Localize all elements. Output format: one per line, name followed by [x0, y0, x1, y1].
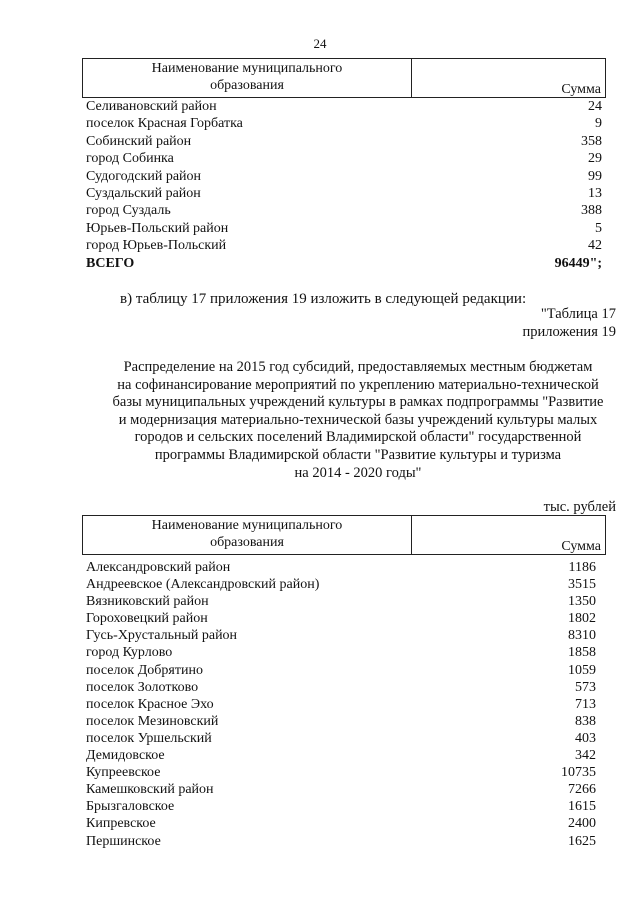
- municipality-name: Вязниковский район: [86, 594, 209, 610]
- instruction-text: в) таблицу 17 приложения 19 изложить в следующей редакции:: [120, 291, 527, 307]
- municipality-name: поселок Добрятино: [86, 662, 203, 678]
- amount-value: 713: [575, 696, 596, 712]
- column-divider: [411, 59, 412, 97]
- table-row: [82, 713, 606, 730]
- table-2-body: [82, 555, 606, 850]
- page-number: 24: [313, 36, 327, 51]
- table-2: [82, 515, 606, 850]
- amount-value: 342: [575, 748, 596, 764]
- municipality-name: Селивановский район: [86, 99, 217, 114]
- units-label: тыс. рублей: [543, 499, 616, 515]
- heading-line: базы муниципальных учреждений культуры в рамках подпрограммы "Развитие: [112, 394, 604, 411]
- table-row: [82, 610, 606, 627]
- header-sum: Сумма: [561, 539, 601, 554]
- table-row: [82, 730, 606, 747]
- table-1-header: [82, 58, 606, 98]
- total-value: 96449";: [554, 255, 602, 271]
- amount-value: 388: [581, 203, 602, 219]
- header-name-line-1: Наименование муниципального: [151, 518, 343, 533]
- table-row: [82, 168, 606, 185]
- amount-value: 358: [581, 133, 602, 149]
- header-name: [83, 60, 411, 94]
- amount-value: 24: [588, 99, 602, 114]
- header-sum: Сумма: [561, 82, 601, 97]
- amount-value: 13: [588, 185, 602, 201]
- amount-value: 1858: [568, 645, 596, 661]
- table-1-body: [82, 98, 606, 255]
- amount-value: 9: [595, 116, 602, 132]
- municipality-name: Судогодский район: [86, 168, 202, 184]
- table-row: [82, 150, 606, 167]
- table-reference-line-2: приложения 19: [522, 324, 616, 340]
- table-row: [82, 781, 606, 798]
- amount-value: 3515: [568, 577, 596, 593]
- municipality-name: Першинское: [86, 833, 161, 849]
- municipality-name: Собинский район: [86, 133, 192, 149]
- municipality-name: город Юрьев-Польский: [86, 238, 227, 254]
- municipality-name: Андреевское (Александровский район): [86, 577, 320, 593]
- column-divider: [411, 516, 412, 554]
- municipality-name: Демидовское: [86, 748, 165, 764]
- table-2-header: [82, 515, 606, 555]
- header-name: [83, 517, 411, 551]
- table-row: [82, 696, 606, 713]
- municipality-name: Брызгаловское: [86, 799, 175, 815]
- table-row: [82, 764, 606, 781]
- table-row: [82, 815, 606, 832]
- table-row: [82, 133, 606, 150]
- amount-value: 1625: [568, 833, 596, 849]
- amount-value: 99: [588, 168, 602, 184]
- table-row: [82, 185, 606, 202]
- table-row: [82, 220, 606, 237]
- table-row: [82, 662, 606, 679]
- table-row: [82, 798, 606, 815]
- table-reference-line-1: "Таблица 17: [540, 306, 616, 322]
- amount-value: 10735: [561, 765, 596, 781]
- table-row: [82, 747, 606, 764]
- amount-value: 1059: [568, 662, 596, 678]
- municipality-name: Купреевское: [86, 765, 161, 781]
- table-row: [82, 115, 606, 132]
- table-row: [82, 576, 606, 593]
- amount-value: 1350: [568, 594, 596, 610]
- amount-value: 2400: [568, 816, 596, 832]
- amount-value: 8310: [568, 628, 596, 644]
- amount-value: 1615: [568, 799, 596, 815]
- table-row: [82, 644, 606, 661]
- amount-value: 7266: [568, 782, 596, 798]
- amount-value: 838: [575, 713, 596, 729]
- municipality-name: Гусь-Хрустальный район: [86, 628, 238, 644]
- heading-line: на 2014 - 2020 годы": [294, 464, 422, 481]
- table-1: [82, 58, 606, 272]
- table-row: [82, 679, 606, 696]
- municipality-name: поселок Красная Горбатка: [86, 116, 243, 132]
- amount-value: 29: [588, 151, 602, 167]
- header-name-line-2: образования: [210, 78, 284, 93]
- municipality-name: поселок Мезиновский: [86, 713, 219, 729]
- amount-value: 1802: [568, 611, 596, 627]
- header-name-line-2: образования: [210, 535, 284, 550]
- municipality-name: Камешковский район: [86, 782, 214, 798]
- heading-line: и модернизация материально-технической базы учреждений культуры малых: [118, 411, 598, 428]
- municipality-name: Суздальский район: [86, 185, 201, 201]
- table-row: [82, 237, 606, 254]
- table-row: [82, 202, 606, 219]
- heading-line: на софинансирование мероприятий по укреплению материально-технической: [117, 376, 599, 393]
- municipality-name: город Курлово: [86, 645, 173, 661]
- table-row: [82, 627, 606, 644]
- municipality-name: поселок Золотково: [86, 679, 199, 695]
- table-row: [82, 833, 606, 850]
- table-row: [82, 593, 606, 610]
- heading-line: программы Владимирской области "Развитие культуры и туризма: [154, 446, 562, 463]
- heading-block: [92, 359, 624, 482]
- heading-line: городов и сельских поселений Владимирской области" государственной: [134, 429, 582, 446]
- municipality-name: поселок Красное Эхо: [86, 696, 214, 712]
- municipality-name: поселок Уршельский: [86, 730, 212, 746]
- municipality-name: Кипревское: [86, 816, 156, 832]
- table-row: [82, 559, 606, 576]
- amount-value: 42: [588, 238, 602, 254]
- municipality-name: город Суздаль: [86, 203, 171, 219]
- amount-value: 5: [595, 220, 602, 236]
- total-row: [82, 255, 606, 272]
- municipality-name: Гороховецкий район: [86, 611, 208, 627]
- total-label: ВСЕГО: [86, 255, 135, 271]
- amount-value: 573: [575, 679, 596, 695]
- heading-line: Распределение на 2015 год субсидий, предоставляемых местным бюджетам: [123, 359, 593, 375]
- municipality-name: город Собинка: [86, 151, 174, 167]
- header-name-line-1: Наименование муниципального: [151, 61, 343, 76]
- amount-value: 1186: [568, 560, 596, 575]
- municipality-name: Александровский район: [86, 560, 231, 575]
- table-row: [82, 98, 606, 115]
- amount-value: 403: [575, 730, 596, 746]
- municipality-name: Юрьев-Польский район: [86, 220, 229, 236]
